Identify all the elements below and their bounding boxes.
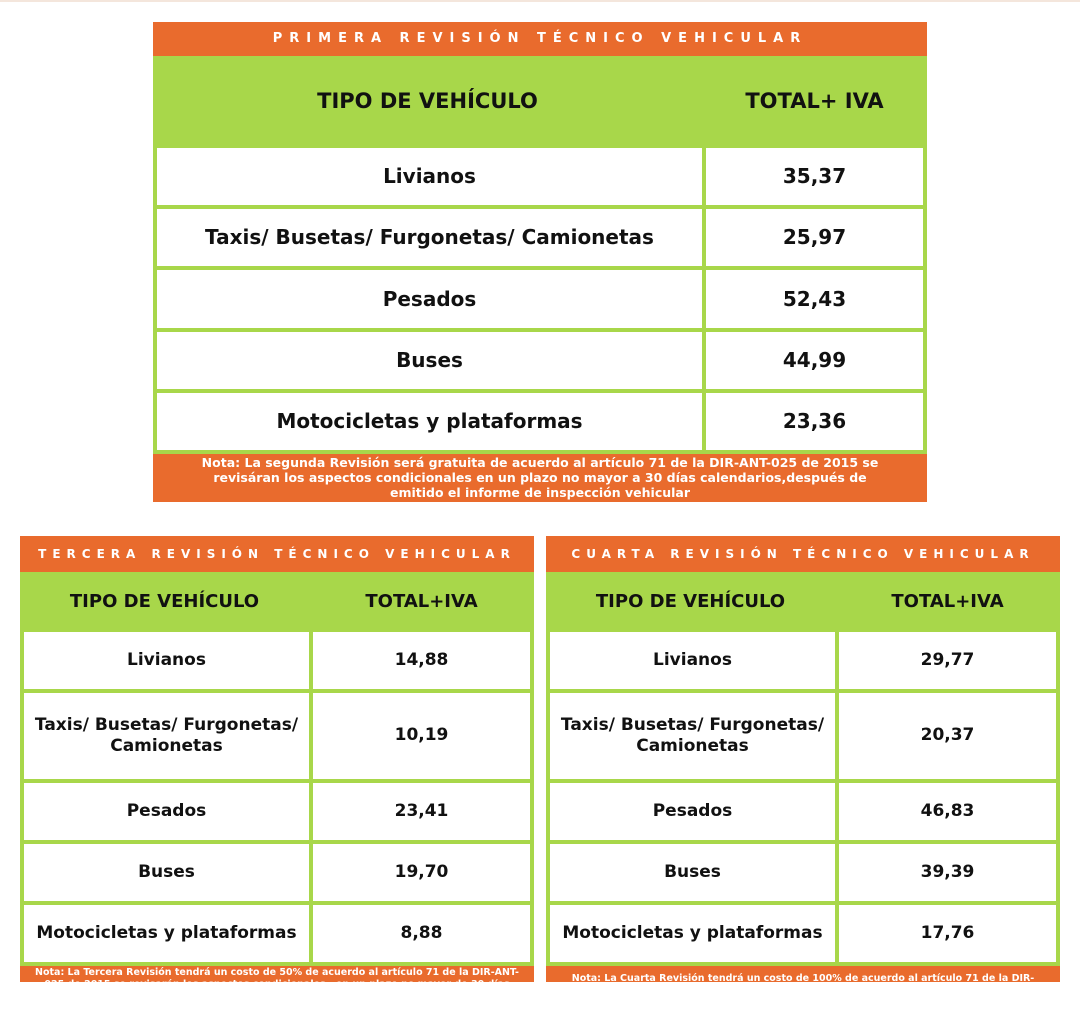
header-total-iva: TOTAL+ IVA bbox=[745, 89, 884, 113]
note-text: Nota: La segunda Revisión será gratuita de acuerdo al artículo 71 de la DIR-ANT-025 de 2015 se revisáran los aspectos condicionales en un plazo no mayor a 30 días calendarios,después de emitido el informe de inspección vehicular bbox=[201, 454, 879, 500]
vehicle-type-cell: Livianos bbox=[157, 148, 702, 205]
vehicle-type-cell: Motocicletas y plataformas bbox=[550, 905, 835, 962]
note-text: Nota: La Cuarta Revisión tendrá un costo de 100% de acuerdo al artículo 71 de la DIR-ANT-025 de 2015 se revisara completamente el vehículo automotor , el adhesivo no se facturara en la cuarta revisión. bbox=[571, 972, 1035, 1007]
table-row bbox=[24, 783, 530, 840]
vehicle-type-cell: Buses bbox=[24, 844, 309, 901]
top-divider bbox=[0, 0, 1080, 2]
header-tipo-vehiculo: TIPO DE VEHÍCULO bbox=[595, 590, 786, 612]
panel-title: PRIMERA REVISIÓN TÉCNICO VEHICULAR bbox=[272, 31, 808, 46]
table-row bbox=[24, 693, 530, 779]
price-cell: 39,39 bbox=[839, 844, 1056, 901]
price-cell: 14,88 bbox=[313, 632, 530, 689]
vehicle-type-cell: Motocicletas y plataformas bbox=[24, 905, 309, 962]
table-header bbox=[20, 572, 534, 630]
table-row bbox=[157, 393, 923, 450]
price-cell: 44,99 bbox=[706, 332, 923, 389]
note-text: Nota: La Tercera Revisión tendrá un costo de 50% de acuerdo al artículo 71 de la DIR-ANT-025 de 2015 se revisarán los aspectos condicionales , en un plazo no mayor de 30 días calendarios después de emitido el informe de inspección vehicular, el adhesivo no se factura en la tercera revisión. bbox=[35, 967, 519, 1013]
price-cell: 19,70 bbox=[313, 844, 530, 901]
table-row bbox=[24, 844, 530, 901]
vehicle-type-cell: Pesados bbox=[157, 270, 702, 327]
cuarta-revision-panel bbox=[546, 536, 1060, 1007]
price-cell: 46,83 bbox=[839, 783, 1056, 840]
price-cell: 25,97 bbox=[706, 209, 923, 266]
price-cell: 10,19 bbox=[313, 693, 530, 779]
vehicle-type-cell: Taxis/ Busetas/ Furgonetas/ Camionetas bbox=[157, 209, 702, 266]
price-cell: 20,37 bbox=[839, 693, 1056, 779]
price-cell: 23,41 bbox=[313, 783, 530, 840]
price-cell: 52,43 bbox=[706, 270, 923, 327]
price-table bbox=[20, 628, 534, 966]
header-total-iva: TOTAL+IVA bbox=[891, 590, 1004, 612]
table-row bbox=[550, 632, 1056, 689]
header-tipo-vehiculo: TIPO DE VEHÍCULO bbox=[317, 89, 538, 113]
table-row bbox=[550, 905, 1056, 962]
vehicle-type-cell: Pesados bbox=[24, 783, 309, 840]
table-row bbox=[550, 844, 1056, 901]
price-cell: 23,36 bbox=[706, 393, 923, 450]
table-row bbox=[157, 332, 923, 389]
table-row bbox=[550, 693, 1056, 779]
header-total-iva: TOTAL+IVA bbox=[365, 590, 478, 612]
panel-title: TERCERA REVISIÓN TÉCNICO VEHICULAR bbox=[38, 547, 516, 561]
table-row bbox=[157, 148, 923, 205]
table-header bbox=[153, 56, 927, 146]
vehicle-type-cell: Taxis/ Busetas/ Furgonetas/ Camionetas bbox=[24, 693, 309, 779]
price-cell: 29,77 bbox=[839, 632, 1056, 689]
primera-revision-panel bbox=[153, 22, 927, 502]
price-cell: 17,76 bbox=[839, 905, 1056, 962]
header-tipo-vehiculo: TIPO DE VEHÍCULO bbox=[69, 590, 260, 612]
price-table bbox=[546, 628, 1060, 966]
price-cell: 8,88 bbox=[313, 905, 530, 962]
vehicle-type-cell: Buses bbox=[550, 844, 835, 901]
vehicle-type-cell: Taxis/ Busetas/ Furgonetas/ Camionetas bbox=[550, 693, 835, 779]
vehicle-type-cell: Livianos bbox=[24, 632, 309, 689]
price-cell: 35,37 bbox=[706, 148, 923, 205]
table-row bbox=[157, 270, 923, 327]
vehicle-type-cell: Buses bbox=[157, 332, 702, 389]
table-row bbox=[24, 905, 530, 962]
price-table bbox=[153, 144, 927, 454]
vehicle-type-cell: Motocicletas y plataformas bbox=[157, 393, 702, 450]
table-row bbox=[24, 632, 530, 689]
table-row bbox=[550, 783, 1056, 840]
vehicle-type-cell: Pesados bbox=[550, 783, 835, 840]
tercera-revision-panel bbox=[20, 536, 534, 1013]
vehicle-type-cell: Livianos bbox=[550, 632, 835, 689]
panel-title: CUARTA REVISIÓN TÉCNICO VEHICULAR bbox=[571, 547, 1035, 561]
table-header bbox=[546, 572, 1060, 630]
table-row bbox=[157, 209, 923, 266]
